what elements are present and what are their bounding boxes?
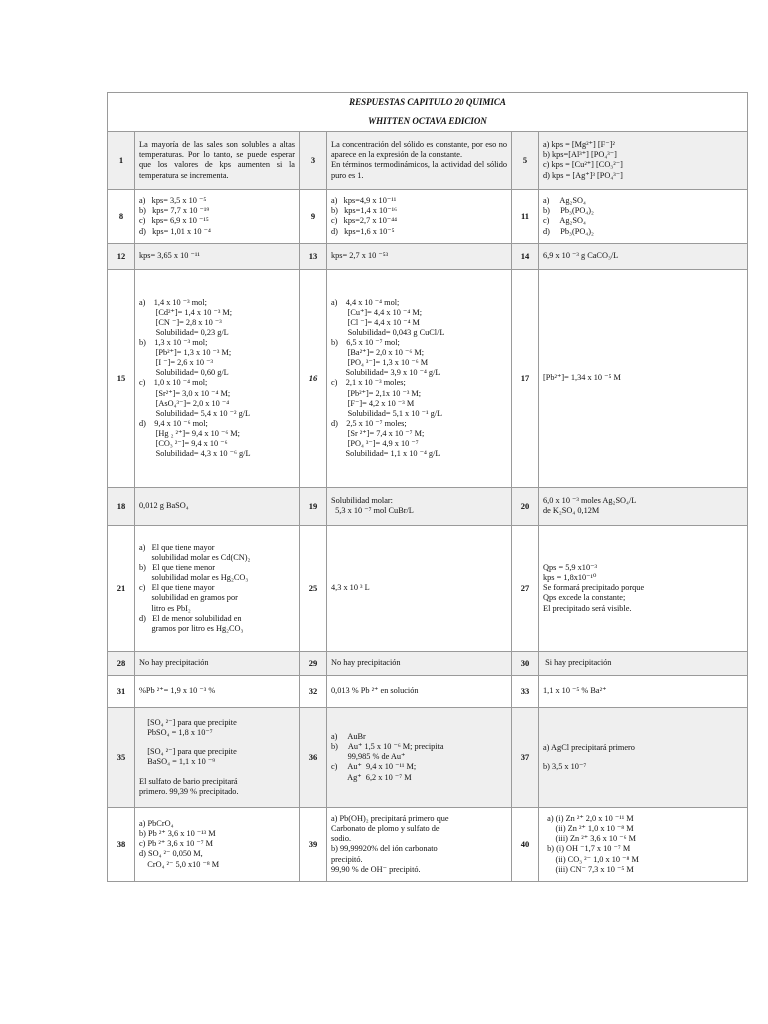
answer-line: (iii) Zn ²⁺ 3,6 x 10 ⁻⁶ M [543, 834, 636, 844]
table-row [108, 675, 748, 707]
answer-line: kps= 3,65 x 10 ⁻¹¹ [139, 251, 200, 261]
answer-line: a) kps = [Mg²⁺] [F⁻]² [543, 140, 615, 150]
answer-line: Solubilidad= 1,1 x 10 ⁻⁴ g/L [331, 449, 441, 459]
answer-line: La mayoría de las sales son solubles a altas temperaturas. Por lo tanto, se puede esperar que los valores de kps aumenten si la temperatura se incrementa. [139, 140, 295, 180]
answer-line: La concentración del sólido es constante, por eso no aparece en la expresión de la constante. [331, 140, 507, 160]
answer-line: 99,985 % de Au⁺ [331, 752, 406, 762]
answer-line: 0,013 % Pb ²⁺ en solución [331, 686, 419, 696]
answer-line: primero. 99,39 % precipitado. [139, 786, 239, 796]
answer-line: No hay precipitación [139, 658, 209, 668]
table-row [108, 807, 748, 881]
answer-line: b) Au⁺ 1,5 x 10 ⁻⁶ M; precipita [331, 742, 444, 752]
answer-line: d) El de menor solubilidad en [139, 613, 242, 623]
answers-sheet [107, 92, 747, 882]
answer-line: [I ⁻]= 2,6 x 10 ⁻³ [139, 358, 213, 368]
answer-cell [539, 131, 748, 189]
answer-line: kps= 2,7 x 10 ⁻⁵³ [331, 251, 389, 261]
answer-line: 1,1 x 10 ⁻⁵ % Ba²⁺ [543, 686, 607, 696]
problem-number: 39 [300, 807, 327, 881]
answer-line: b) kps=1,4 x 10⁻¹⁶ [331, 206, 398, 216]
answer-line: [Sr ²⁺]= 7,4 x 10 ⁻⁷ M; [331, 428, 425, 438]
answer-cell [539, 189, 748, 243]
problem-number: 14 [512, 243, 539, 269]
answer-line: d) 2,5 x 10 ⁻⁷ moles; [331, 418, 407, 428]
problem-number: 36 [300, 707, 327, 807]
answer-line: b) 3,5 x 10⁻⁷ [543, 761, 587, 771]
answer-line: [Ba²⁺]= 2,0 x 10 ⁻⁶ M; [331, 348, 425, 358]
answer-line [139, 738, 295, 747]
answer-line: 0,012 g BaSO₄ [139, 501, 189, 511]
answer-line: No hay precipitación [331, 658, 401, 668]
answer-line: a) AgCl precipitará primero [543, 742, 635, 752]
answer-cell [135, 189, 300, 243]
answers-table [107, 92, 748, 882]
answer-line: b) 99,99920% del ión carbonato [331, 844, 438, 854]
answer-cell [327, 243, 512, 269]
answer-line: (ii) CO₃ ²⁻ 1,0 x 10 ⁻⁸ M [543, 854, 639, 864]
answer-line: Se formará precipitado porque [543, 583, 645, 593]
answer-line: El precipitado será visible. [543, 603, 632, 613]
answer-cell [135, 707, 300, 807]
problem-number: 27 [512, 525, 539, 651]
answer-cell [327, 269, 512, 487]
problem-number: 33 [512, 675, 539, 707]
answer-line: 6,0 x 10 ⁻³ moles Ag₂SO₄/L [543, 496, 637, 506]
answer-line: c) Ag₂SO₄ [543, 216, 586, 226]
problem-number: 20 [512, 487, 539, 525]
answer-line [139, 768, 295, 777]
answer-line [543, 753, 743, 762]
table-subtitle: WHITTEN OCTAVA EDICION [368, 115, 487, 126]
table-row [108, 487, 748, 525]
answer-cell [327, 487, 512, 525]
answer-line: a) kps=4,9 x 10⁻¹¹ [331, 196, 397, 206]
answer-line: a) AuBr [331, 732, 366, 742]
answer-line: 5,3 x 10 ⁻⁷ mol CuBr/L [331, 506, 414, 516]
answer-line: Solubilidad= 0,60 g/L [139, 368, 229, 378]
answer-cell [539, 525, 748, 651]
answer-line: d) Pb₃(PO₄)₂ [543, 226, 594, 236]
problem-number: 17 [512, 269, 539, 487]
answer-line: b) kps= 7,7 x 10 ⁻¹⁹ [139, 206, 210, 216]
answer-cell [539, 675, 748, 707]
answer-line: %Pb ²⁺= 1,9 x 10 ⁻³ % [139, 686, 216, 696]
answer-line: gramos por litro es Hg₂CO₃ [139, 623, 244, 633]
answer-line: precipitó. [331, 854, 363, 864]
answer-line: [Sr²⁺]= 3,0 x 10 ⁻⁴ M; [139, 388, 231, 398]
answer-line: b) El que tiene menor [139, 563, 216, 573]
answer-line: a) PbCrO₄ [139, 819, 174, 829]
answer-cell [135, 651, 300, 675]
problem-number: 12 [108, 243, 135, 269]
answer-line: d) kps=1,6 x 10⁻⁵ [331, 226, 395, 236]
answer-line: c) 2,1 x 10 ⁻³ moles; [331, 378, 406, 388]
problem-number: 11 [512, 189, 539, 243]
answer-line: c) Au⁺ 9,4 x 10 ⁻¹¹ M; [331, 762, 417, 772]
answer-line: litro es PbI₂ [139, 603, 191, 613]
answer-cell [327, 651, 512, 675]
problem-number: 13 [300, 243, 327, 269]
answer-line: [Pb²⁺]= 1,34 x 10 ⁻⁵ M [543, 373, 621, 383]
answer-line: PbSO₄ = 1,8 x 10⁻⁷ [139, 728, 213, 738]
answer-line: 99,90 % de OH⁻ precipitó. [331, 864, 421, 874]
answer-cell [327, 189, 512, 243]
problem-number: 18 [108, 487, 135, 525]
problem-number: 38 [108, 807, 135, 881]
problem-number: 15 [108, 269, 135, 487]
answer-line: b) kps=[Al³⁺] [PO₄³⁻] [543, 150, 617, 160]
answer-cell [327, 525, 512, 651]
table-row [108, 243, 748, 269]
answer-cell [539, 807, 748, 881]
problem-number: 29 [300, 651, 327, 675]
answer-line: [SO₄ ²⁻] para que precipite [139, 718, 237, 728]
answer-line: solubilidad en gramos por [139, 593, 238, 603]
answer-line: a) (i) Zn ²⁺ 2,0 x 10 ⁻¹¹ M [543, 814, 634, 824]
answer-cell [327, 707, 512, 807]
answer-line: a) 4,4 x 10 ⁻⁴ mol; [331, 297, 400, 307]
answer-line: d) SO₄ ²⁻ 0,050 M, [139, 849, 203, 859]
answer-line: d) kps = [Ag⁺]³ [PO₄³⁻] [543, 170, 623, 180]
answer-line: [CN ⁻]= 2,8 x 10 ⁻³ [139, 317, 222, 327]
answer-line: [Cu⁺]= 4,4 x 10 ⁻⁴ M; [331, 307, 423, 317]
answer-line: El sulfato de bario precipitará [139, 776, 238, 786]
problem-number: 16 [300, 269, 327, 487]
answer-line: Solubilidad= 3,9 x 10 ⁻⁴ g/L [331, 368, 441, 378]
answer-cell [135, 525, 300, 651]
table-row [108, 189, 748, 243]
answer-line: [Cd²⁺]= 1,4 x 10 ⁻³ M; [139, 307, 233, 317]
answer-line: b) 6,5 x 10 ⁻⁷ mol; [331, 338, 400, 347]
answer-line: b) Pb₃(PO₄)₂ [543, 206, 594, 216]
answer-line: (iii) CN⁻ 7,3 x 10 ⁻⁵ M [543, 864, 634, 874]
problem-number: 5 [512, 131, 539, 189]
answer-line: [CO₃ ²⁻]= 9,4 x 10 ⁻⁶ [139, 439, 228, 449]
answer-line: [PO₄ ³⁻]= 4,9 x 10 ⁻⁷ [331, 439, 419, 449]
answer-line: c) kps = [Cu²⁺] [CO₃²⁻] [543, 160, 623, 170]
answer-line: Solubilidad= 5,4 x 10 ⁻² g/L [139, 408, 251, 418]
answer-cell [539, 487, 748, 525]
answer-cell [135, 243, 300, 269]
answer-cell [539, 269, 748, 487]
answer-line: a) kps= 3,5 x 10 ⁻⁵ [139, 196, 207, 206]
answer-line: [SO₄ ²⁻] para que precipite [139, 747, 237, 757]
table-title: RESPUESTAS CAPITULO 20 QUIMICA [349, 97, 506, 107]
answer-line: d) 9,4 x 10 ⁻⁶ mol; [139, 418, 208, 428]
table-row [108, 707, 748, 807]
answer-line: Solubilidad molar: [331, 496, 393, 506]
answer-line: b) Pb ²⁺ 3,6 x 10 ⁻¹³ M [139, 829, 216, 839]
answer-line: [F⁻]= 4,2 x 10 ⁻³ M [331, 398, 415, 408]
answer-cell [327, 807, 512, 881]
answer-cell [135, 487, 300, 525]
answer-line: de K₂SO₄ 0,12M [543, 506, 600, 516]
answer-line: a) Ag₂SO₄ [543, 196, 586, 206]
answer-line: Solubilidad= 0,043 g CuCl/L [331, 327, 445, 337]
answer-line: [Pb²⁺]= 2,1x 10 ⁻³ M; [331, 388, 422, 398]
answer-line: 4,3 x 10 ³ L [331, 583, 370, 593]
problem-number: 1 [108, 131, 135, 189]
answer-line: [AsO₄³⁻]= 2,0 x 10 ⁻⁴ [139, 398, 230, 408]
answer-line: a) 1,4 x 10 ⁻³ mol; [139, 297, 207, 307]
problem-number: 8 [108, 189, 135, 243]
answer-line: c) Pb ²⁺ 3,6 x 10 ⁻⁷ M [139, 839, 214, 849]
answer-line: b) (i) OH ⁻1,7 x 10 ⁻⁷ M [543, 844, 631, 854]
problem-number: 25 [300, 525, 327, 651]
answer-cell [135, 675, 300, 707]
problem-number: 3 [300, 131, 327, 189]
answer-line: a) Pb(OH)₂ precipitará primero que [331, 814, 449, 824]
answer-line: c) kps=2,7 x 10⁻⁴⁴ [331, 216, 398, 226]
answer-line: CrO₄ ²⁻ 5,0 x10 ⁻⁸ M [139, 859, 220, 869]
problem-number: 40 [512, 807, 539, 881]
answer-cell [327, 675, 512, 707]
answer-line: Carbonato de plomo y sulfato de [331, 824, 440, 834]
answer-line: [PO₄ ³⁻]= 1,3 x 10 ⁻⁶ M [331, 358, 429, 368]
problem-number: 19 [300, 487, 327, 525]
answer-line: Qps excede la constante; [543, 593, 626, 603]
table-row [108, 131, 748, 189]
table-title-cell [108, 93, 748, 132]
answer-line: solubilidad molar es Cd(CN)₂ [139, 553, 251, 563]
answer-line: Si hay precipitación [543, 658, 612, 668]
answer-line: kps = 1,8x10⁻¹⁰ [543, 573, 597, 583]
answer-line: c) kps= 6,9 x 10 ⁻¹⁵ [139, 216, 209, 226]
answer-line: sodio. [331, 834, 352, 844]
problem-number: 28 [108, 651, 135, 675]
answer-line: [Pb²⁺]= 1,3 x 10 ⁻³ M; [139, 348, 232, 358]
problem-number: 21 [108, 525, 135, 651]
answer-line: 6,9 x 10 ⁻³ g CaCO₃/L [543, 251, 619, 261]
answer-line: [Hg ₂ ²⁺]= 9,4 x 10 ⁻⁶ M; [139, 428, 240, 438]
problem-number: 30 [512, 651, 539, 675]
answer-line: c) El que tiene mayor [139, 583, 215, 593]
answer-line: b) 1,3 x 10 ⁻³ mol; [139, 338, 208, 347]
table-row [108, 651, 748, 675]
problem-number: 31 [108, 675, 135, 707]
answer-cell [135, 807, 300, 881]
problem-number: 37 [512, 707, 539, 807]
answer-line: solubilidad molar es Hg₂CO₃ [139, 573, 249, 583]
answer-cell [539, 707, 748, 807]
answer-line: Solubilidad= 5,1 x 10 ⁻¹ g/L [331, 408, 443, 418]
answer-line: Solubilidad= 4,3 x 10 ⁻⁶ g/L [139, 449, 251, 459]
answer-line: BaSO₄ = 1,1 x 10 ⁻⁹ [139, 757, 216, 767]
problem-number: 9 [300, 189, 327, 243]
answer-cell [539, 243, 748, 269]
answer-cell [327, 131, 512, 189]
problem-number: 35 [108, 707, 135, 807]
answer-cell [539, 651, 748, 675]
table-row [108, 525, 748, 651]
problem-number: 32 [300, 675, 327, 707]
answer-line: c) 1,0 x 10 ⁻⁴ mol; [139, 378, 208, 388]
answer-line: [Cl ⁻]= 4,4 x 10 ⁻⁴ M [331, 317, 420, 327]
title-row [108, 93, 748, 132]
answer-line: Solubilidad= 0,23 g/L [139, 327, 229, 337]
answer-line: Qps = 5,9 x10⁻³ [543, 563, 597, 573]
answer-line: (ii) Zn ²⁺ 1,0 x 10 ⁻⁸ M [543, 824, 634, 834]
answer-cell [135, 131, 300, 189]
answer-line: a) El que tiene mayor [139, 542, 215, 552]
answer-line: d) kps= 1,01 x 10 ⁻⁴ [139, 226, 211, 236]
answer-cell [135, 269, 300, 487]
answer-line: Ag⁺ 6,2 x 10 ⁻⁷ M [331, 772, 412, 782]
answer-line: En términos termodinámicos, la actividad del sólido puro es 1. [331, 160, 507, 180]
table-row [108, 269, 748, 487]
